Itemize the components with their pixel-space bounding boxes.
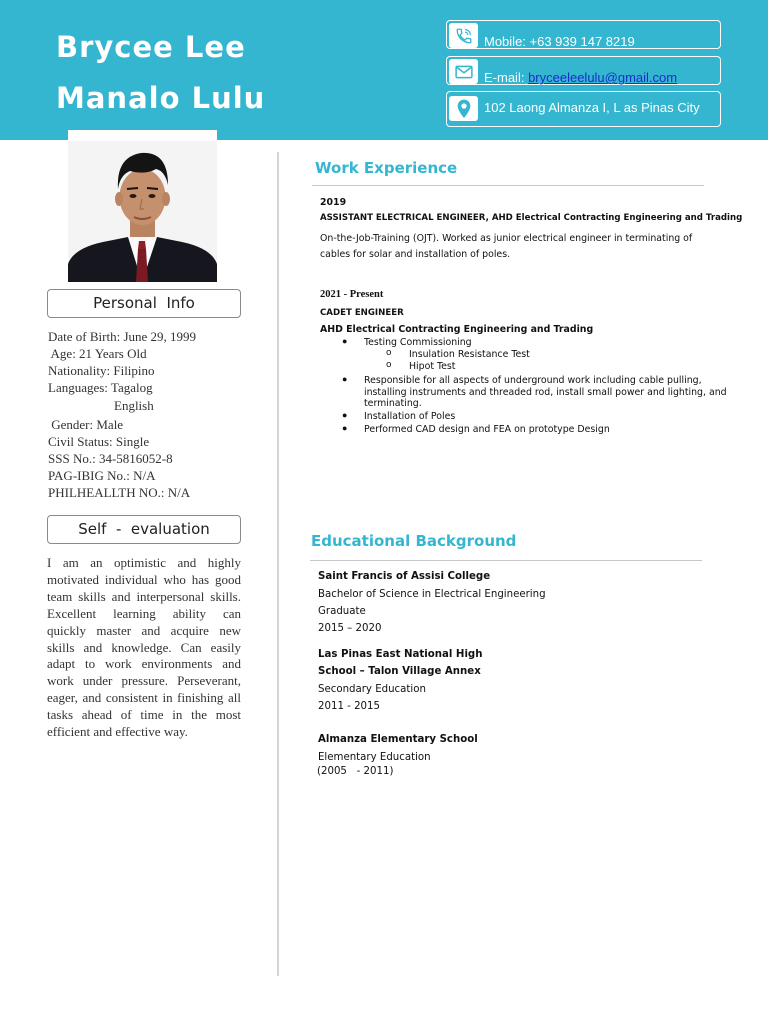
sss-text: SSS No.: 34-5816052-8 — [48, 451, 173, 466]
job2-bullet2-line2: installing instruments and threaded rod, install small power and lighting, and — [364, 387, 727, 398]
highschool-level: Secondary Education — [318, 684, 426, 695]
job2-bullet2-line1: Responsible for all aspects of underground work including cable pulling, — [364, 375, 702, 386]
education-title: Educational Background — [311, 532, 517, 550]
column-divider — [277, 152, 279, 976]
bullet-dot: ● — [342, 336, 348, 346]
job1-role: ASSISTANT ELECTRICAL ENGINEER, — [320, 213, 492, 223]
job2-sub1: Insulation Resistance Test — [409, 349, 530, 360]
job1-desc-line2: cables for solar and installation of poles. — [320, 249, 511, 260]
bullet-dot: ● — [342, 410, 348, 420]
job2-bullet3: Installation of Poles — [364, 411, 456, 422]
college-status: Graduate — [318, 606, 366, 617]
job2-position: CADET ENGINEER — [320, 308, 404, 318]
highschool-years: 2011 - 2015 — [318, 701, 381, 712]
address-contact-box — [446, 91, 721, 127]
bullet-dot: ● — [342, 374, 348, 384]
email-label: E-mail: — [484, 70, 529, 85]
self-evaluation-heading: Self - evaluation — [47, 515, 241, 544]
personal-info-heading: Personal Info — [47, 289, 241, 318]
sub-bullet: o — [386, 348, 392, 358]
job2-bullet2-line3: terminating. — [364, 398, 422, 409]
education-rule — [310, 560, 702, 561]
elementary-years: (2005 - 2011) — [317, 766, 394, 777]
sub-bullet: o — [386, 360, 392, 370]
dob-text: Date of Birth: June 29, 1999 — [48, 329, 197, 344]
name-first-line: Brycee Lee — [56, 30, 246, 64]
job2-bullet4: Performed CAD design and FEA on prototype Design — [364, 424, 610, 435]
college-years: 2015 – 2020 — [318, 623, 382, 634]
job1-desc-line1: On-the-Job-Training (OJT). Worked as junior electrical engineer in terminating of — [320, 233, 693, 244]
gender-text: Gender: Male — [48, 417, 124, 432]
email-contact-box — [446, 56, 721, 85]
job2-bullet1: Testing Commissioning — [364, 337, 472, 348]
highschool-name-line1: Las Pinas East National High — [318, 649, 483, 660]
name-second-line: Manalo Lulu — [56, 81, 266, 115]
elementary-name: Almanza Elementary School — [318, 734, 478, 745]
philhealth-text: PHILHEALLTH NO.: N/A — [48, 485, 191, 500]
age-text: Age: 21 Years Old — [48, 346, 147, 361]
highschool-name-line2: School – Talon Village Annex — [318, 666, 481, 677]
college-degree: Bachelor of Science in Electrical Engineering — [318, 589, 546, 600]
civil-status-text: Civil Status: Single — [48, 434, 150, 449]
mobile-contact-box — [446, 20, 721, 49]
phone-icon — [449, 23, 478, 48]
work-experience-rule — [312, 185, 704, 186]
job1-company: AHD Electrical Contracting Engineering and Trading — [491, 213, 743, 223]
profile-photo — [68, 141, 217, 282]
mail-icon — [449, 59, 478, 84]
college-name: Saint Francis of Assisi College — [318, 571, 491, 582]
mobile-text: Mobile: +63 939 147 8219 — [484, 34, 635, 49]
elementary-level: Elementary Education — [318, 752, 431, 763]
nationality-text: Nationality: Filipino — [48, 363, 155, 378]
pagibig-text: PAG-IBIG No.: N/A — [48, 468, 156, 483]
address-text: 102 Laong Almanza I, L as Pinas City — [484, 100, 700, 115]
job2-company: AHD Electrical Contracting Engineering and Trading — [320, 324, 594, 335]
languages-english-text: English — [114, 398, 154, 413]
bullet-dot: ● — [342, 423, 348, 433]
job1-year: 2019 — [320, 197, 347, 208]
languages-text: Languages: Tagalog — [48, 380, 153, 395]
email-line — [484, 70, 677, 85]
header-banner — [0, 0, 768, 140]
job2-year: 2021 - Present — [320, 289, 384, 300]
work-experience-title: Work Experience — [315, 159, 458, 177]
job1-position — [320, 213, 742, 223]
job2-sub2: Hipot Test — [409, 361, 456, 372]
email-link[interactable]: bryceeleelulu@gmail.com — [528, 70, 678, 85]
location-pin-icon — [449, 96, 478, 121]
self-evaluation-text: I am an optimistic and highly motivated individual who has good team skills and interpersonal skills. Excellent learning ability can quickly master and acquire new skills and knowledge. Can easily adapt to work environments and work under pressure. Perseverant, eager, and consistent in finishing all tasks ahead of time in the most efficient and effective way. — [47, 555, 241, 740]
